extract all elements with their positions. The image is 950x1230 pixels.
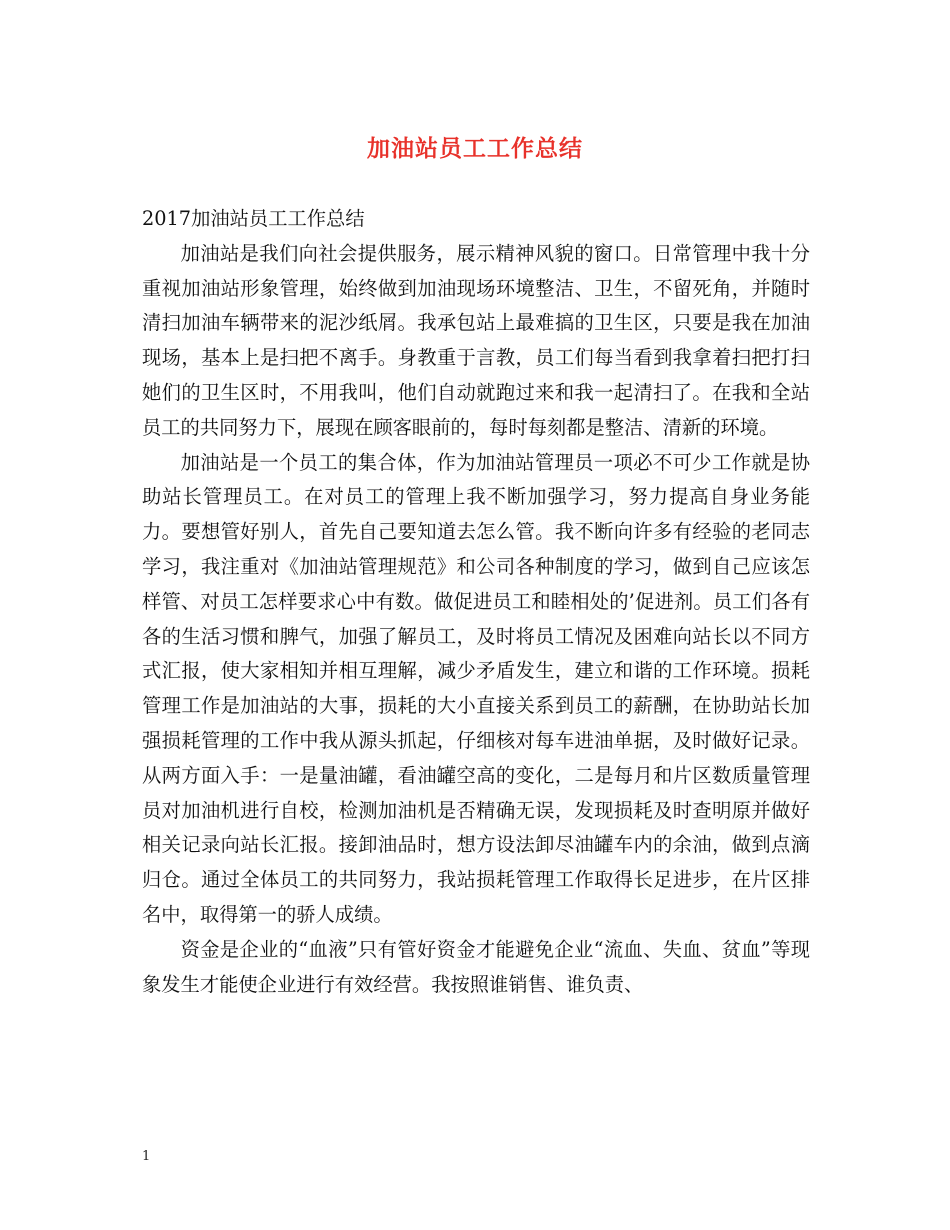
paragraph-2: 加油站是一个员工的集合体，作为加油站管理员一项必不可少工作就是协助站长管理员工。在对员工的管理上我不断加强学习，努力提高自身业务能力。要想管好别人，首先自己要知道去怎么管。我不断向许多有经验的老同志学习，我注重对《加油站管理规范》和公司各种制度的学习，做到自己应该怎样管、对员工怎样要求心中有数。做促进员工和睦相处的’促进剂。员工们各有各的生活习惯和脾气，加强了解员工，及时将员工情况及困难向站长以不同方式汇报，使大家相知并相互理解，减少矛盾发生，建立和谐的工作环境。损耗管理工作是加油站的大事，损耗的大小直接关系到员工的薪酬，在协助站长加强损耗管理的工作中我从源头抓起，仔细核对每车进油单据，及时做好记录。从两方面入手：一是量油罐，看油罐空高的变化，二是每月和片区数质量管理员对加油机进行自校，检测加油机是否精确无误，发现损耗及时查明原并做好相关记录向站长汇报。接卸油品时，想方设法卸尽油罐车内的余油，做到点滴归仓。通过全体员工的共同努力，我站损耗管理工作取得长足进步，在片区排名中，取得第一的骄人成绩。 <box>142 450 810 926</box>
paragraph-3: 资金是企业的“血液”只有管好资金才能避免企业“流血、失血、贫血”等现象发生才能使企业进行有效经营。我按照谁销售、谁负责、 <box>142 937 810 996</box>
paragraph-1: 加油站是我们向社会提供服务，展示精神风貌的窗口。日常管理中我十分重视加油站形象管理，始终做到加油现场环境整洁、卫生，不留死角，并随时清扫加油车辆带来的泥沙纸屑。我承包站上最难搞的卫生区，只要是我在加油现场，基本上是扫把不离手。身教重于言教，员工们每当看到我拿着扫把打扫她们的卫生区时，不用我叫，他们自动就跑过来和我一起清扫了。在我和全站员工的共同努力下，展现在顾客眼前的，每时每刻都是整洁、清新的环境。 <box>142 241 810 439</box>
document-title: 加油站员工工作总结 <box>367 136 583 162</box>
page-number: 1 <box>142 1149 151 1164</box>
document-subtitle: 2017加油站员工工作总结 <box>142 207 365 230</box>
document-body <box>142 202 810 1002</box>
